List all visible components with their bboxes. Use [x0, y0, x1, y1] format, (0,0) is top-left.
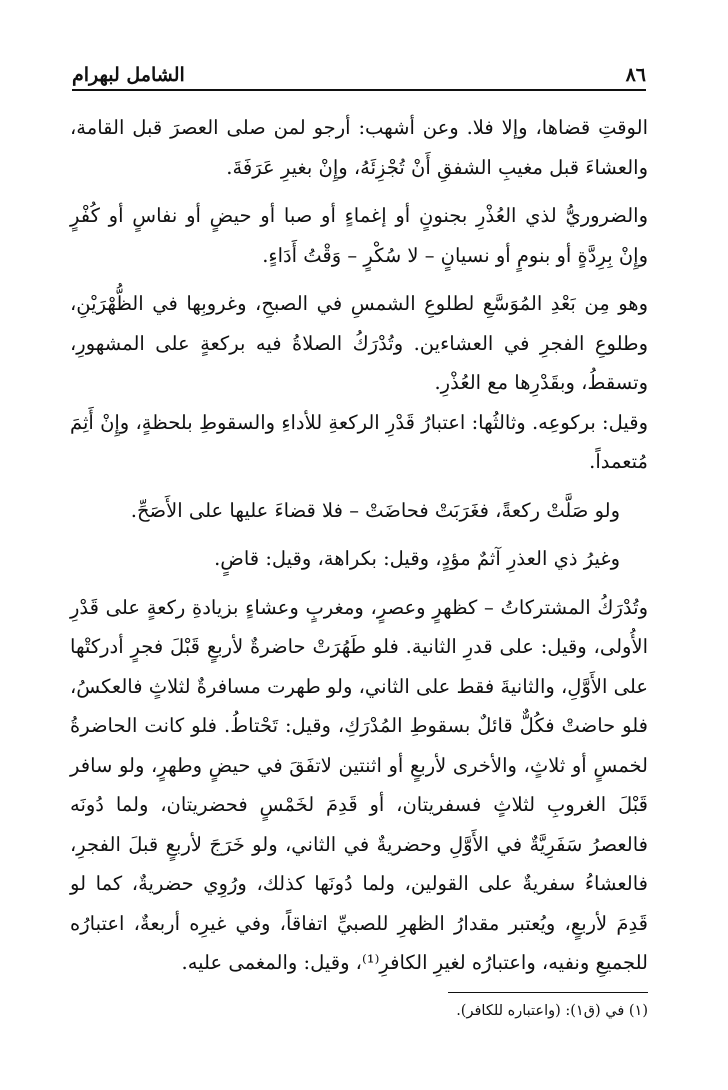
- page-number: ٨٦: [625, 64, 646, 86]
- footnote: (١) في (ق١): (واعتباره للكافر).: [456, 1003, 648, 1019]
- paragraph: وهو مِن بَعْدِ المُوَسَّعِ لطلوعِ الشمسِ في الصبحِ، وغروبِها في الظُّهْرَيْنِ، وطلوعِ الفجرِ في العشاءين. وتُدْرَكُ الصلاةُ فيه بركعةٍ على المشهورِ، وتسقطُ، وبقَدْرِها مع العُذْرِ.: [70, 292, 648, 394]
- page-header: [72, 48, 646, 91]
- footnote-divider: [448, 992, 648, 993]
- running-title: الشامل لبهرام: [72, 64, 185, 86]
- paragraph: وقيل: بركوعِه. وثالثُها: اعتبارُ قَدْرِ الركعةِ للأداءِ والسقوطِ بلحظةٍ، وإِنْ أَثِمَ مُتعمداً.: [70, 410, 648, 473]
- paragraph: الوقتِ قضاها، وإلا فلا. وعن أشهب: أرجو لمن صلى العصرَ قبل القامة، والعشاءَ قبل مغيبِ الشفقِ أَنْ تُجْزِئَهُ، وإِنْ بغيرِ عَرَفَةَ.: [70, 116, 648, 179]
- paragraph: والضروريُّ لذي العُذْرِ بجنونٍ أو إغماءٍ أو صبا أو حيضٍ أو نفاسٍ أو كُفْرٍ وإِنْ بِرِدَّةٍ أو بنومٍ أو نسيانٍ – لا سُكْرٍ – وَقْتُ أَدَاءٍ.: [70, 204, 648, 267]
- paragraph: ولو صَلَّتْ ركعةً، فغَرَبَتْ فحاضَتْ – فلا قضاءَ عليها على الأَصَحِّ.: [130, 498, 620, 522]
- paragraph: وتُدْرَكُ المشتركاتُ – كظهرٍ وعصرٍ، ومغربٍ وعشاءٍ بزيادةِ ركعةٍ على قَدْرِ الأُولى، وقيل: على قدرِ الثانية. فلو طَهُرَتْ حاضرةٌ لأربعٍ قَبْلَ فجرٍ أدركتْها على الأَوَّلِ، والثانيةَ فقط على الثاني، ولو طهرت مسافرةٌ لثلاثٍ فالعكسُ، فلو حاضتْ فكُلٌّ قائلٌ بسقوطِ المُدْرَكِ، وقيل: تَحْتاطُ. فلو كانت الحاضرةُ لخمسٍ أو ثلاثٍ، والأخرى لأربعٍ أو اثنتين لاتفَقَ في حيضٍ وطهرٍ، ولو سافر قَبْلَ الغروبِ لثلاثٍ فسفريتان، أو قَدِمَ لخَمْسٍ فحضريتان، ولما دُونَه فالعصرُ سَفَرِيَّةٌ في الأَوَّلِ وحضريةٌ في الثاني، ولو خَرَجَ لأربعٍ قبلَ الفجرِ، فالعشاءُ سفريةٌ على القولين، ولما دُونَها كذلك، ورُوِي حضريةٌ، كما لو قَدِمَ لأربعٍ، ويُعتبر مقدارُ الظهرِ للصبيِّ اتفاقاً، وفي غيرِه أربعةٌ، اعتبارُه للجميعِ ونفيه، واعتبارُه لغيرِ الكافرِ⁽¹⁾، وقيل: والمغمى عليه.: [70, 595, 648, 974]
- main-text: [70, 108, 648, 983]
- paragraph: وغيرُ ذي العذرِ آثمٌ مؤدٍ، وقيل: بكراهة، وقيل: قاضٍ.: [214, 547, 620, 570]
